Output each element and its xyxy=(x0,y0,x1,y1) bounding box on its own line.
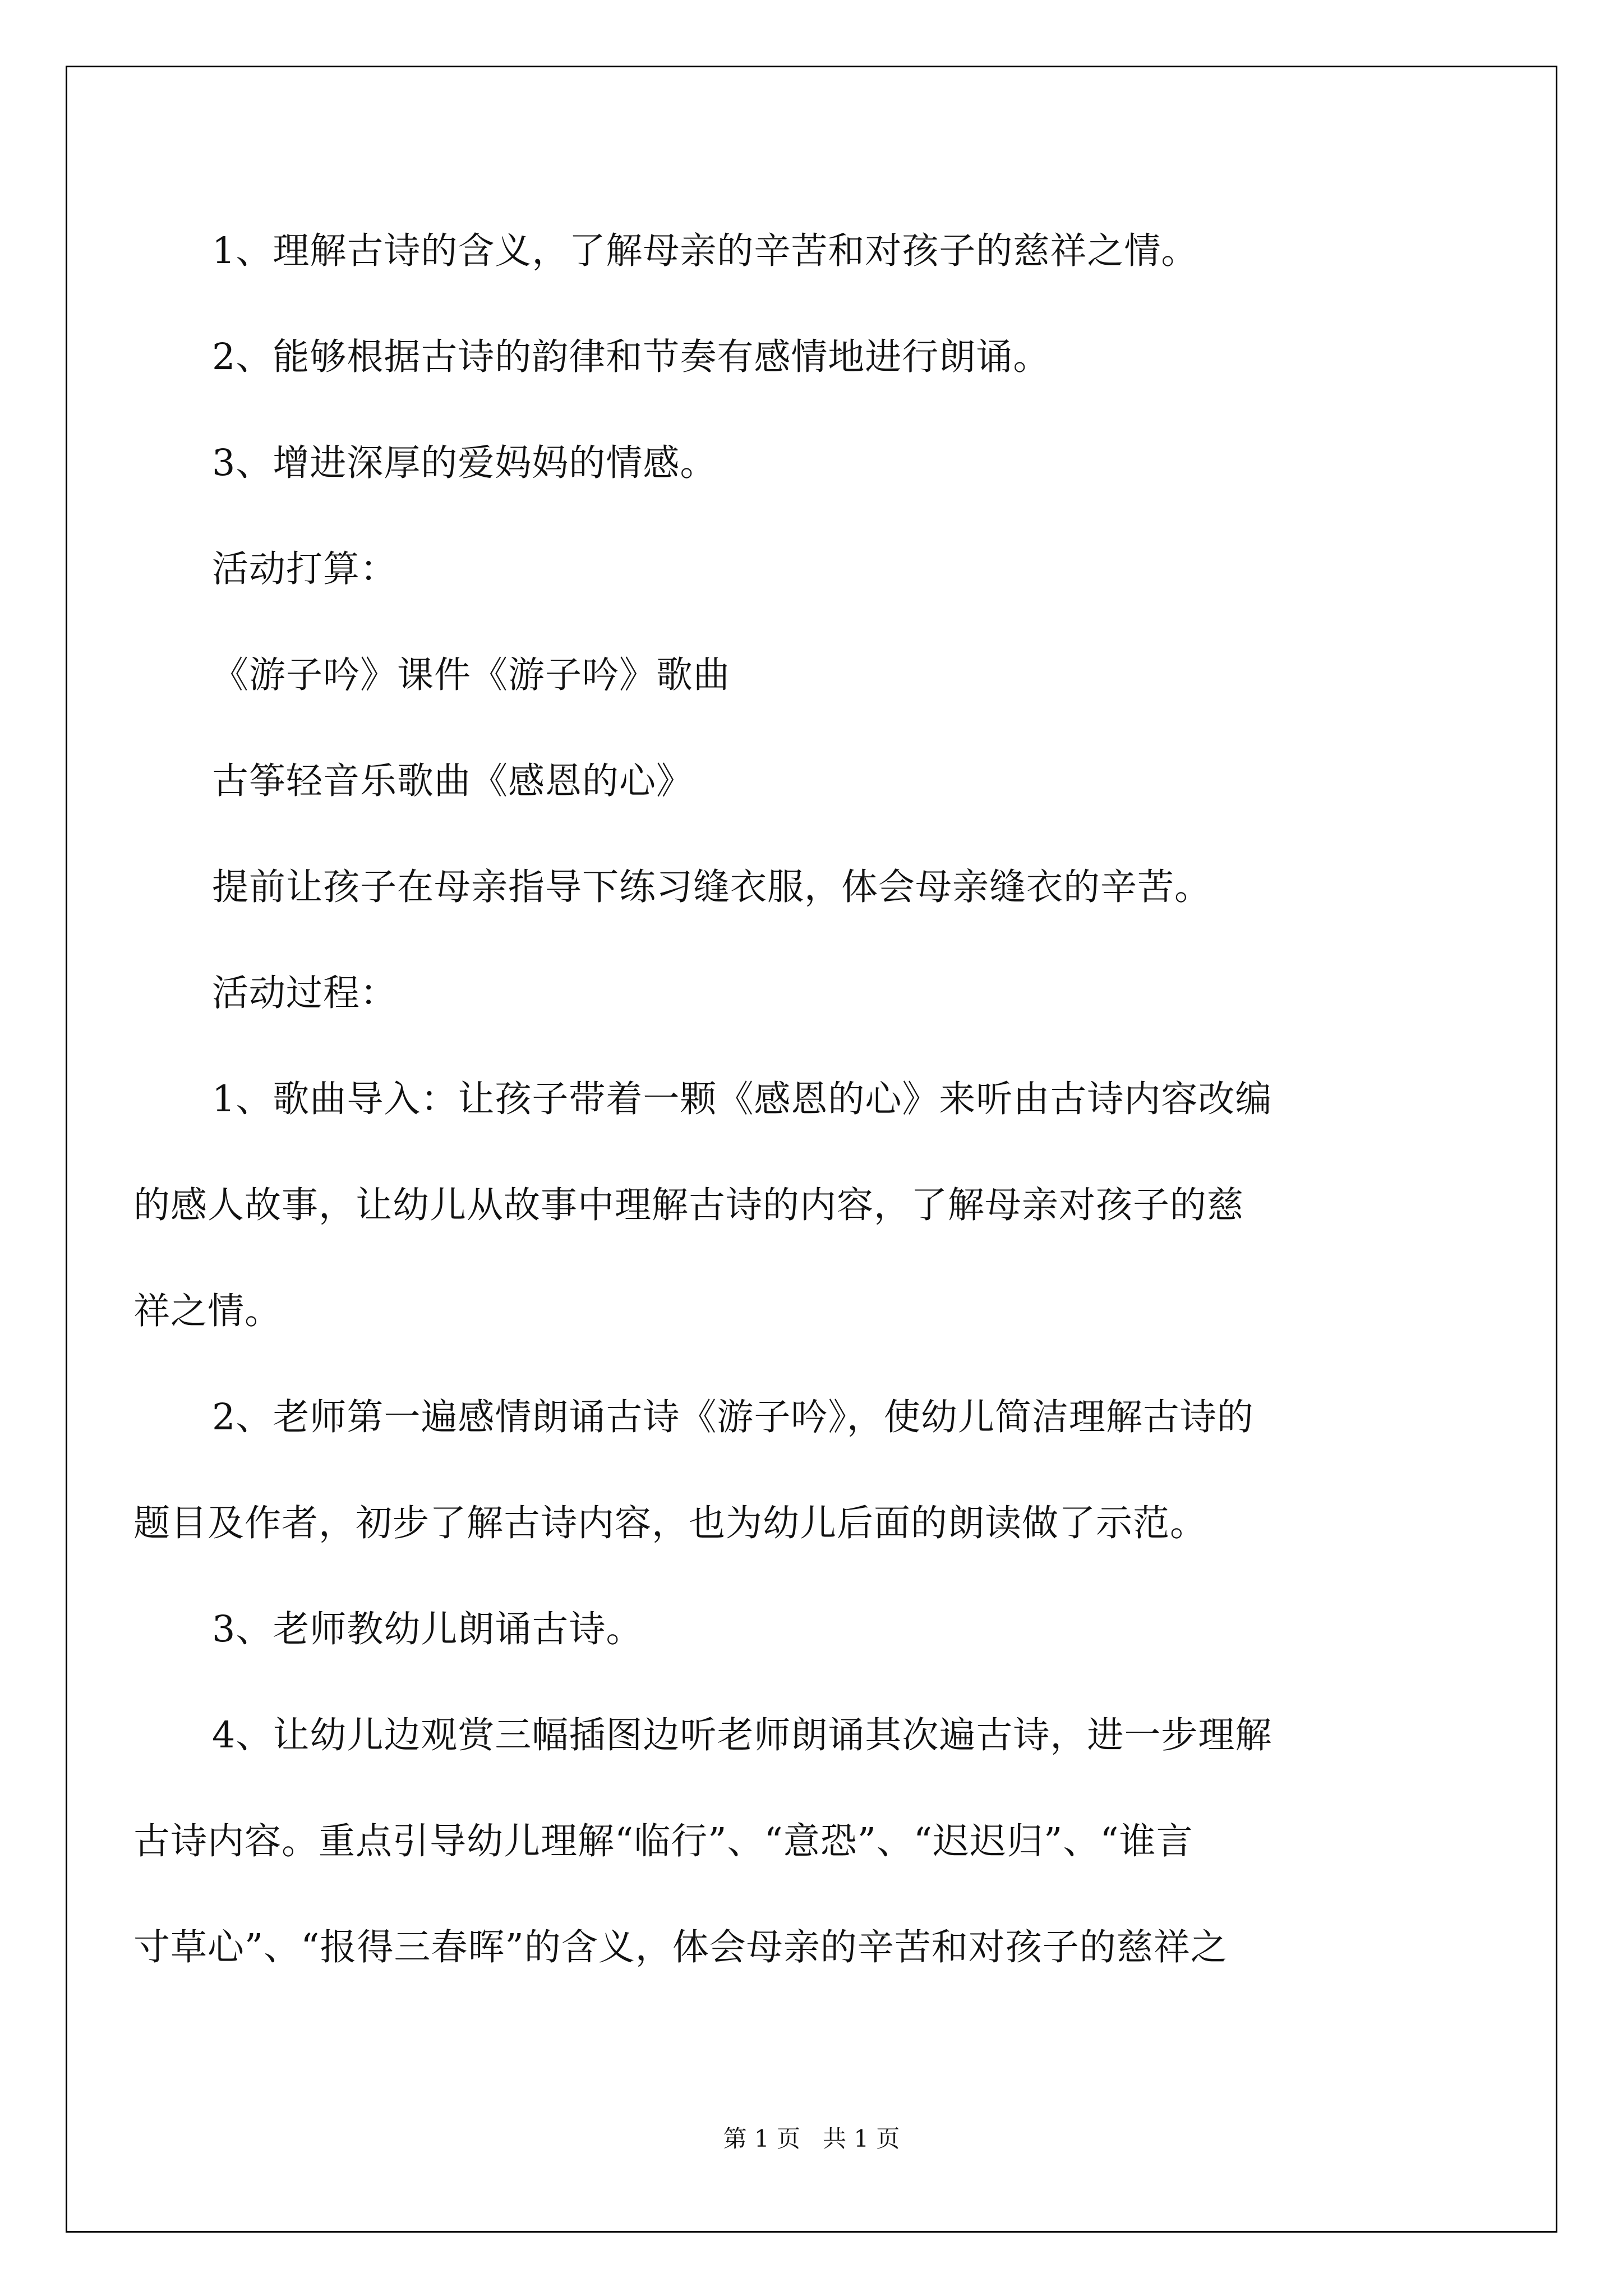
text-line: 3、老师教幼儿朗诵古诗。 xyxy=(212,1608,643,1650)
text-line: 4、让幼儿边观赏三幅插图边听老师朗诵其次遍古诗，进一步理解 xyxy=(212,1714,1272,1756)
text-line: 的感人故事，让幼儿从故事中理解古诗的内容，了解母亲对孩子的慈 xyxy=(133,1184,1244,1226)
text-line: 1、理解古诗的含义，了解母亲的辛苦和对孩子的慈祥之情。 xyxy=(212,230,1198,272)
text-line: 1、歌曲导入：让孩子带着一颗《感恩的心》来听由古诗内容改编 xyxy=(212,1078,1272,1120)
text-line: 寸草心”、“报得三春晖”的含义，体会母亲的辛苦和对孩子的慈祥之 xyxy=(133,1926,1228,1968)
text-line: 祥之情。 xyxy=(133,1290,282,1332)
text-line: 《游子吟》课件《游子吟》歌曲 xyxy=(212,654,731,696)
text-line: 提前让孩子在母亲指导下练习缝衣服，体会母亲缝衣的辛苦。 xyxy=(212,866,1212,908)
page-number: 第 1 页 xyxy=(723,2125,800,2152)
text-line: 活动打算： xyxy=(212,548,398,590)
text-line: 题目及作者，初步了解古诗内容，也为幼儿后面的朗读做了示范。 xyxy=(133,1502,1207,1544)
text-line: 2、老师第一遍感情朗诵古诗《游子吟》，使幼儿简洁理解古诗的 xyxy=(212,1396,1254,1438)
text-line: 活动过程： xyxy=(212,972,398,1014)
page-total: 共 1 页 xyxy=(823,2125,900,2152)
text-line: 2、能够根据古诗的韵律和节奏有感情地进行朗诵。 xyxy=(212,336,1050,378)
text-line: 古诗内容。重点引导幼儿理解“临行”、“意恐”、“迟迟归”、“谁言 xyxy=(133,1820,1193,1862)
text-line: 3、增进深厚的爱妈妈的情感。 xyxy=(212,442,717,484)
text-line: 古筝轻音乐歌曲《感恩的心》 xyxy=(212,760,694,802)
page-footer xyxy=(0,2120,1623,2154)
page-frame xyxy=(66,66,1557,2233)
